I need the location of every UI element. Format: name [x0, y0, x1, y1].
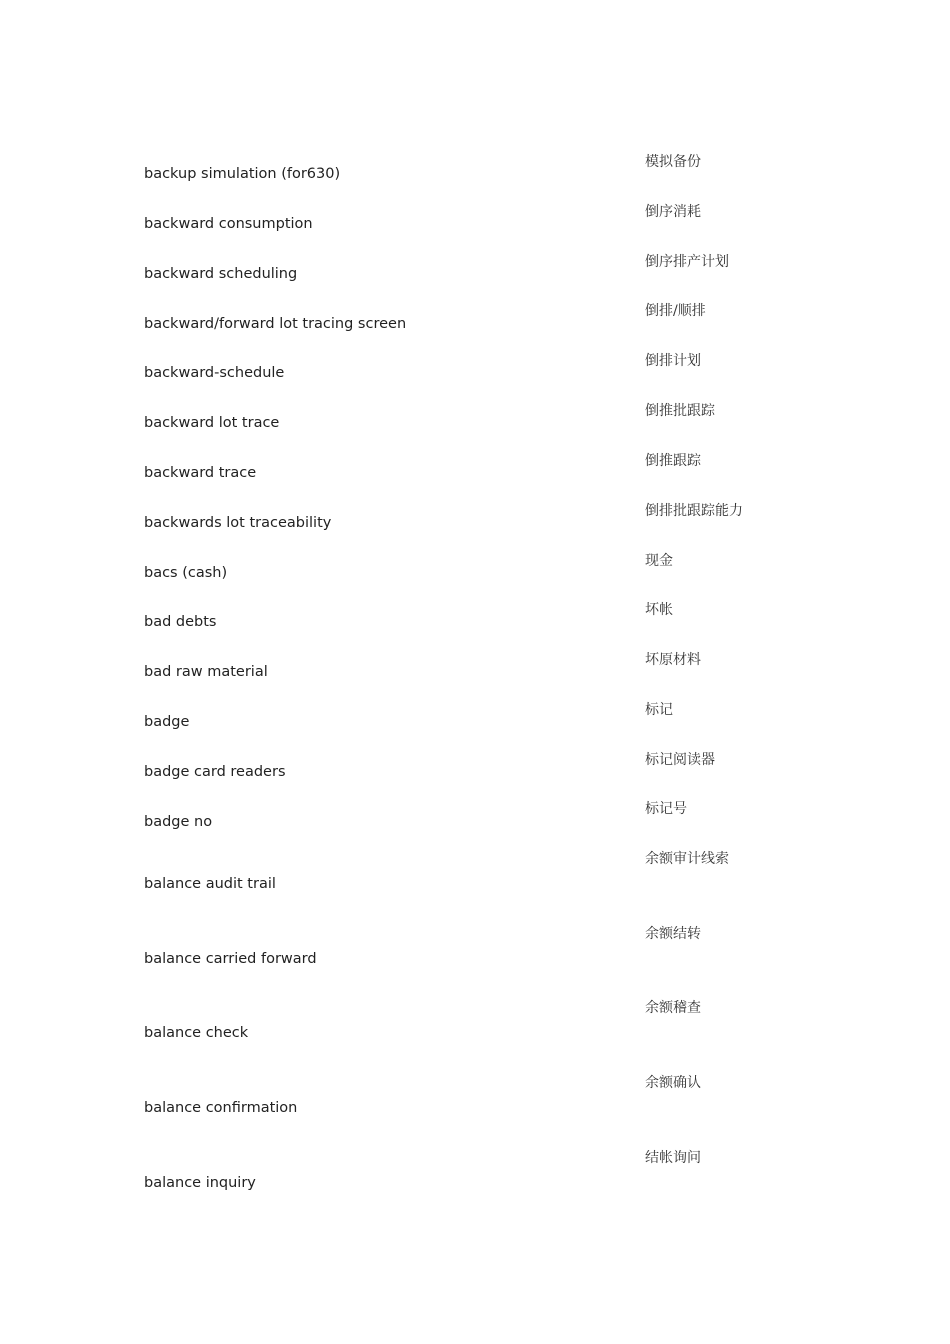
chinese-term: 倒排批跟踪能力	[645, 503, 743, 519]
english-term: bad raw material	[144, 664, 268, 680]
english-term: badge	[144, 714, 190, 730]
chinese-term: 余额稽查	[645, 1000, 701, 1016]
chinese-term: 倒序消耗	[645, 204, 701, 220]
chinese-term: 标记号	[645, 801, 687, 817]
english-term: bacs (cash)	[144, 565, 228, 581]
chinese-term: 余额结转	[645, 926, 701, 942]
english-term: balance carried forward	[144, 951, 317, 967]
english-term: backward scheduling	[144, 266, 298, 282]
english-term: badge no	[144, 814, 213, 830]
english-term: backwards lot traceability	[144, 515, 332, 531]
chinese-term: 结帐询问	[645, 1150, 701, 1166]
chinese-term: 坏帐	[645, 602, 673, 618]
chinese-term: 余额审计线索	[645, 851, 729, 867]
english-term: backup simulation (for630)	[144, 166, 341, 182]
chinese-term: 标记阅读器	[645, 752, 715, 768]
english-term: balance check	[144, 1025, 249, 1041]
english-term: backward trace	[144, 465, 257, 481]
english-term: backward lot trace	[144, 415, 280, 431]
chinese-term: 倒排计划	[645, 353, 701, 369]
chinese-term: 现金	[645, 553, 673, 569]
english-term: badge card readers	[144, 764, 286, 780]
english-term: bad debts	[144, 614, 217, 630]
english-term: backward-schedule	[144, 365, 285, 381]
chinese-term: 标记	[645, 702, 673, 718]
english-term: balance audit trail	[144, 876, 276, 892]
chinese-term: 模拟备份	[645, 154, 701, 170]
chinese-term: 倒序排产计划	[645, 254, 729, 270]
english-term: backward/forward lot tracing screen	[144, 316, 407, 332]
chinese-term: 倒推跟踪	[645, 453, 701, 469]
chinese-term: 倒排/顺排	[645, 303, 706, 319]
chinese-term: 倒推批跟踪	[645, 403, 715, 419]
chinese-term: 余额确认	[645, 1075, 701, 1091]
english-term: balance inquiry	[144, 1175, 256, 1191]
chinese-term: 坏原材料	[645, 652, 701, 668]
english-term: balance confirmation	[144, 1100, 298, 1116]
english-term: backward consumption	[144, 216, 313, 232]
